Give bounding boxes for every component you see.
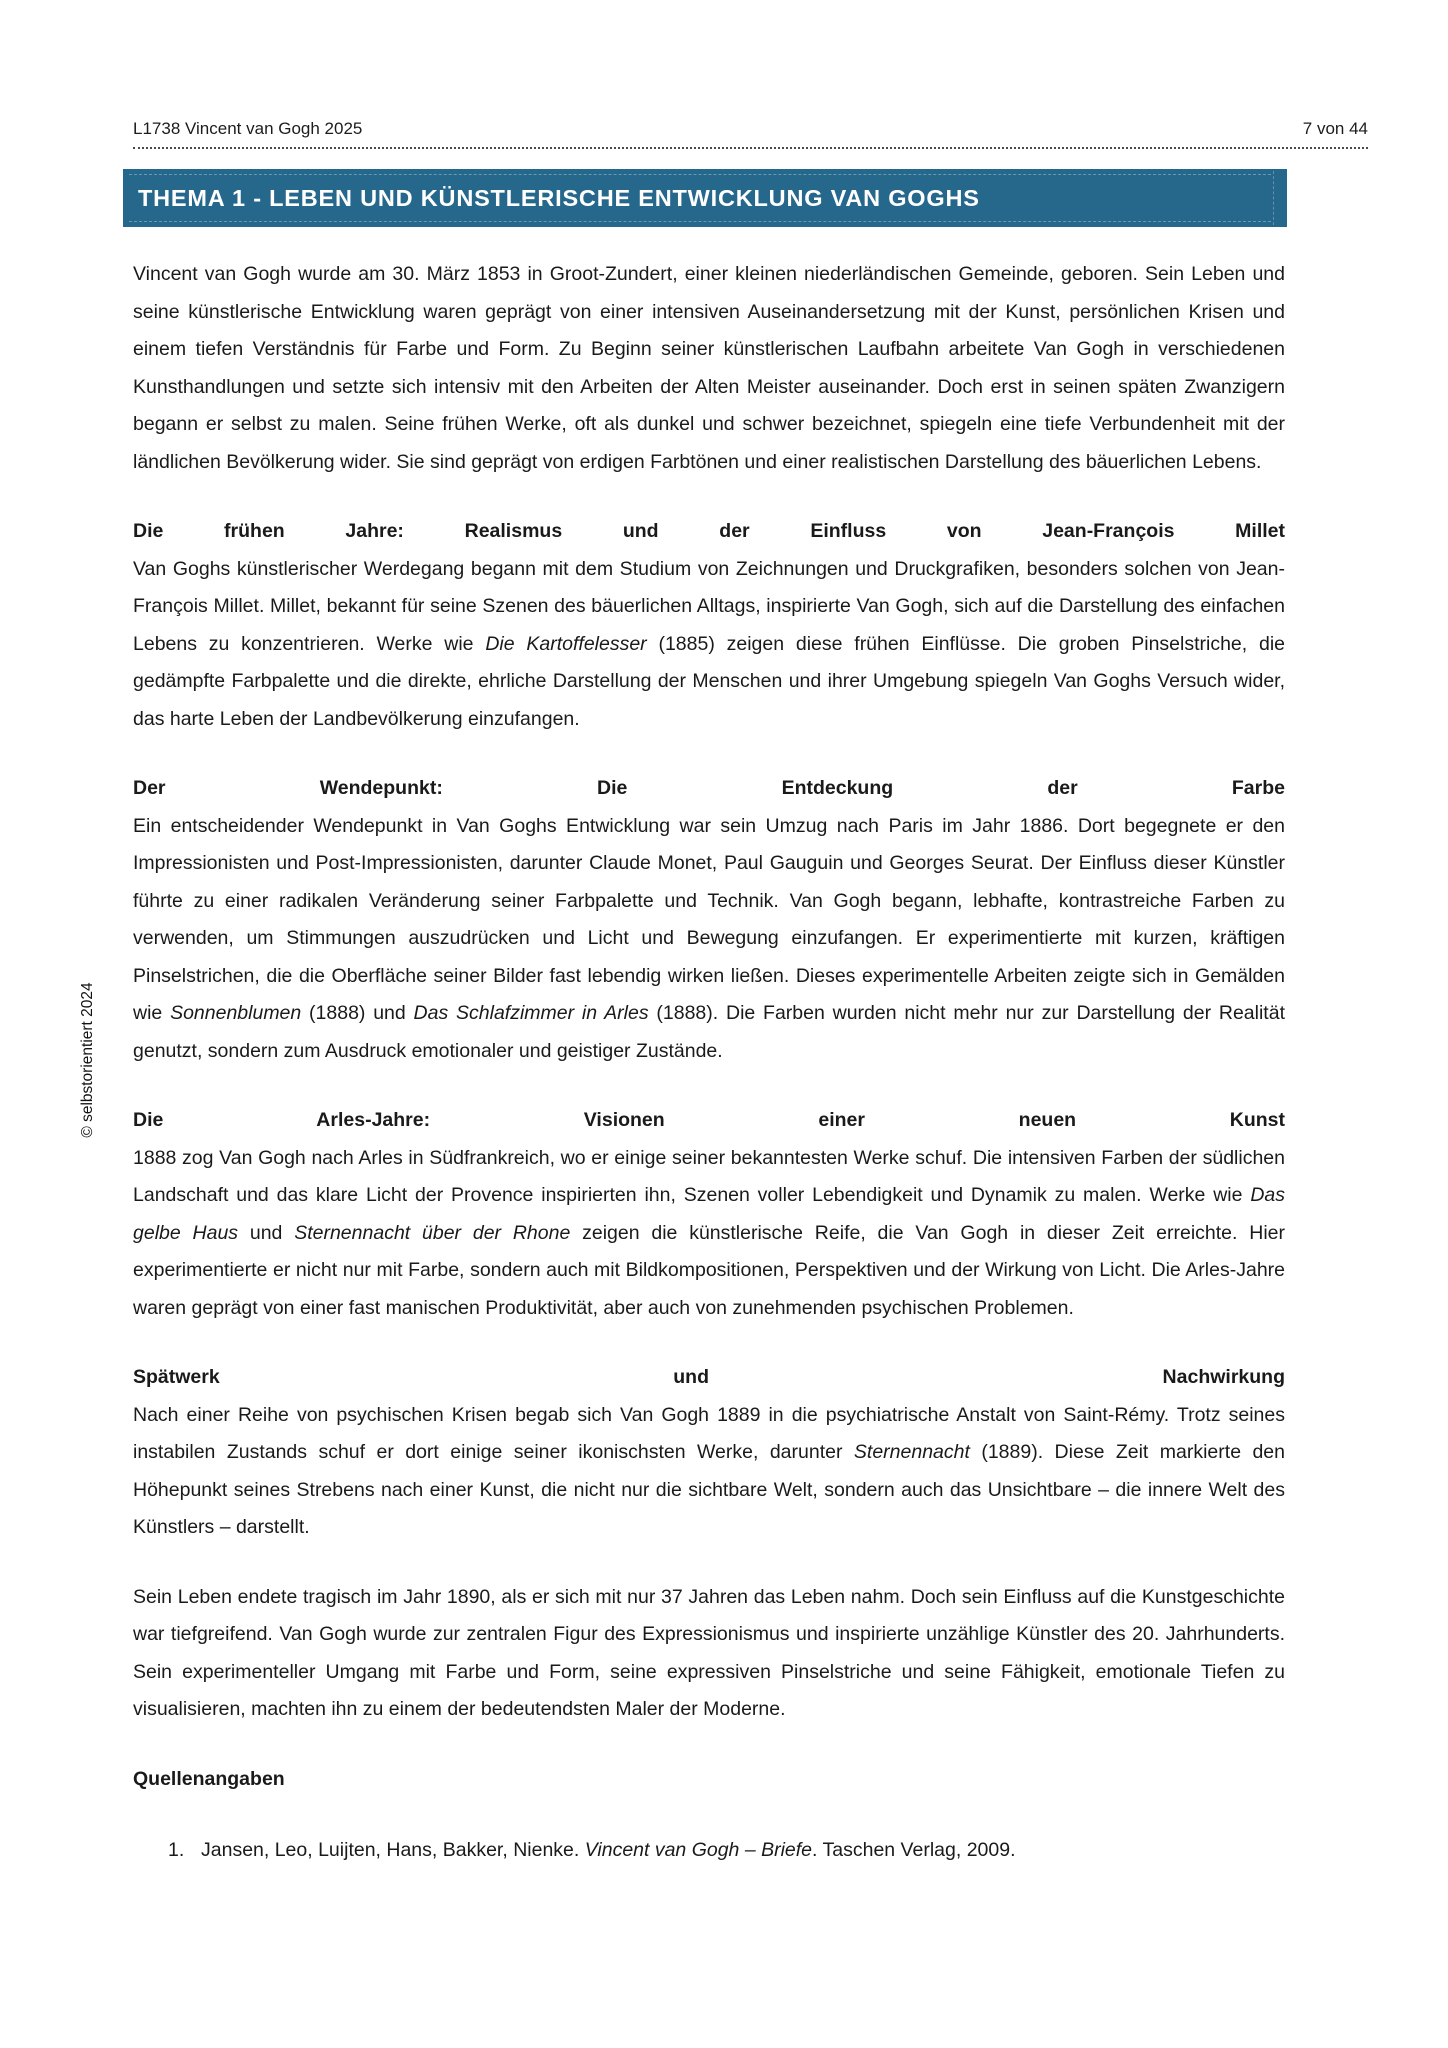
document-content <box>133 169 1285 1870</box>
document-id: L1738 Vincent van Gogh 2025 <box>133 119 363 138</box>
section-paragraph-fruehe-jahre: Van Goghs künstlerischer Werdegang begann mit dem Studium von Zeichnungen und Druckgrafiken, besonders solchen von Jean-François Millet. Millet, bekannt für seine Szenen des bäuerlichen Alltags, inspirierte Van Gogh, sich auf die Darstellung des einfachen Lebens zu konzentrieren. Werke wie Die Kartoffelesser (1885) zeigen diese frühen Einflüsse. Die groben Pinselstriche, die gedämpfte Farbpalette und die direkte, ehrliche Darstellung der Menschen und ihrer Umgebung spiegeln Van Goghs Versuch wider, das harte Leben der Landbevölkerung einzufangen. <box>133 557 1285 730</box>
section-paragraph-wendepunkt: Ein entscheidender Wendepunkt in Van Goghs Entwicklung war sein Umzug nach Paris im Jahr 1886. Dort begegnete er den Impressionisten und Post-Impressionisten, darunter Claude Monet, Paul Gauguin und Georges Seurat. Der Einfluss dieser Künstler führte zu einer radikalen Veränderung seiner Farbpalette und Technik. Van Gogh begann, lebhafte, kontrastreiche Farben zu verwenden, um Stimmungen auszudrücken und Licht und Bewegung einzufangen. Er experimentierte mit kurzen, kräftigen Pinselstrichen, die die Oberfläche seiner Bilder fast lebendig wirken ließen. Dieses experimentelle Arbeiten zeigte sich in Gemälden wie Sonnenblumen (1888) und Das Schlafzimmer in Arles (1888). Die Farben wurden nicht mehr nur zur Darstellung der Realität genutzt, sondern zum Ausdruck emotionaler und geistiger Zustände. <box>133 814 1285 1062</box>
header-divider <box>133 147 1368 149</box>
source-item-text: Jansen, Leo, Luijten, Hans, Bakker, Nienke. Vincent van Gogh – Briefe. Taschen Verlag, 2009. <box>201 1839 1016 1861</box>
section-heading-fruehe-jahre: Die frühen Jahre: Realismus und der Einfluss von Jean-François Millet <box>133 520 1285 542</box>
section-paragraph-arles-jahre: 1888 zog Van Gogh nach Arles in Südfrankreich, wo er einige seiner bekanntesten Werke schuf. Die intensiven Farben der südlichen Landschaft und das klare Licht der Provence inspirierten ihn, Szenen voller Lebendigkeit und Dynamik zu malen. Werke wie Das gelbe Haus und Sternennacht über der Rhone zeigen die künstlerische Reife, die Van Gogh in dieser Zeit erreichte. Hier experimentierte er nicht nur mit Farbe, sondern auch mit Bildkompositionen, Perspektiven und der Wirkung von Licht. Die Arles-Jahre waren geprägt von einer fast manischen Produktivität, aber auch von zunehmenden psychischen Problemen. <box>133 1146 1285 1319</box>
page-number: 7 von 44 <box>1302 119 1368 138</box>
topic-banner-title: THEMA 1 - LEBEN UND KÜNSTLERISCHE ENTWICKLUNG VAN GOGHS <box>138 184 980 211</box>
section-heading-arles-jahre: Die Arles-Jahre: Visionen einer neuen Kunst <box>133 1109 1285 1131</box>
copyright-label: © selbstorientiert 2024 <box>79 982 96 1138</box>
closing-paragraph: Sein Leben endete tragisch im Jahr 1890, als er sich mit nur 37 Jahren das Leben nahm. Doch sein Einfluss auf die Kunstgeschichte war tiefgreifend. Van Gogh wurde zur zentralen Figur des Expressionismus und inspirierte unzählige Künstler des 20. Jahrhunderts. Sein experimenteller Umgang mit Farbe und Form, seine expressiven Pinselstriche und seine Fähigkeit, emotionale Tiefen zu visualisieren, machten ihn zu einem der bedeutendsten Maler der Moderne. <box>133 1585 1285 1720</box>
topic-banner <box>123 169 1287 227</box>
page-header <box>133 119 1368 139</box>
section-paragraph-spaetwerk: Nach einer Reihe von psychischen Krisen begab sich Van Gogh 1889 in die psychiatrische Anstalt von Saint-Rémy. Trotz seines instabilen Zustands schuf er dort einige seiner ikonischsten Werke, darunter Sternennacht (1889). Diese Zeit markierte den Höhepunkt seines Strebens nach einer Kunst, die nicht nur die sichtbare Welt, sondern auch das Unsichtbare – die innere Welt des Künstlers – darstellt. <box>133 1403 1285 1538</box>
source-item-number: 1. <box>168 1839 185 1861</box>
intro-paragraph: Vincent van Gogh wurde am 30. März 1853 in Groot-Zundert, einer kleinen niederländischen Gemeinde, geboren. Sein Leben und seine künstlerische Entwicklung waren geprägt von einer intensiven Auseinandersetzung mit der Kunst, persönlichen Krisen und einem tiefen Verständnis für Farbe und Form. Zu Beginn seiner künstlerischen Laufbahn arbeitete Van Gogh in verschiedenen Kunsthandlungen und setzte sich intensiv mit den Arbeiten der Alten Meister auseinander. Doch erst in seinen späten Zwanzigern begann er selbst zu malen. Seine frühen Werke, oft als dunkel und schwer bezeichnet, spiegeln eine tiefe Verbundenheit mit der ländlichen Bevölkerung wider. Sie sind geprägt von erdigen Farbtönen und einer realistischen Darstellung des bäuerlichen Lebens. <box>133 263 1285 473</box>
sources-list <box>133 1832 1285 1870</box>
source-item <box>133 1832 1285 1870</box>
sources-heading: Quellenangaben <box>133 1767 285 1790</box>
section-heading-spaetwerk: Spätwerk und Nachwirkung <box>133 1366 1285 1388</box>
section-heading-wendepunkt: Der Wendepunkt: Die Entdeckung der Farbe <box>133 777 1285 799</box>
